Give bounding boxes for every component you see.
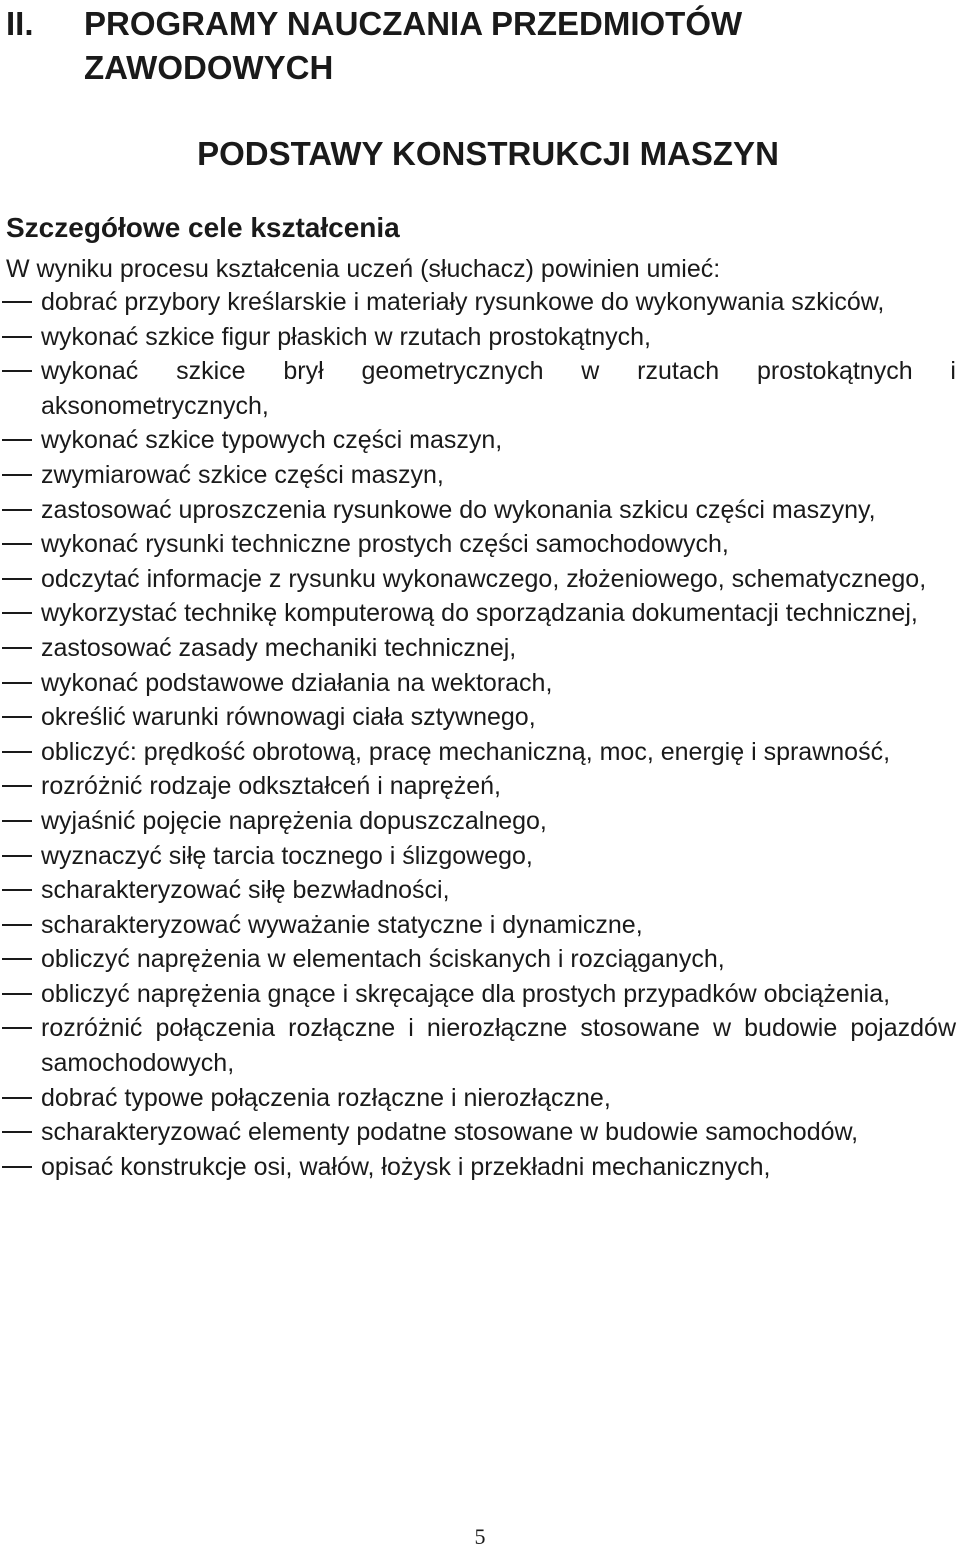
- list-item-text: zwymiarować szkice części maszyn,: [41, 460, 444, 489]
- dash-bullet-icon: [2, 1027, 32, 1029]
- dash-bullet-icon: [2, 439, 32, 441]
- list-item-text: scharakteryzować elementy podatne stosowane w budowie samochodów,: [41, 1118, 859, 1147]
- list-item-text: wykonać rysunki techniczne prostych części samochodowych,: [41, 530, 729, 559]
- list-item-text: zastosować zasady mechaniki technicznej,: [41, 633, 517, 662]
- list-item: [0, 527, 958, 562]
- page-number: 5: [474, 1524, 486, 1549]
- dash-bullet-icon: [2, 1097, 32, 1099]
- list-item: [0, 1115, 958, 1150]
- list-item: [0, 320, 958, 355]
- list-item-text: obliczyć naprężenia w elementach ściskanych i rozciąganych,: [41, 945, 725, 974]
- dash-bullet-icon: [2, 474, 32, 476]
- list-item: [0, 700, 958, 735]
- dash-bullet-icon: [2, 1166, 32, 1168]
- list-item-text: dobrać typowe połączenia rozłączne i nierozłączne,: [41, 1083, 611, 1112]
- list-item: [0, 908, 958, 943]
- dash-bullet-icon: [2, 336, 32, 338]
- list-item: [0, 977, 958, 1012]
- dash-bullet-icon: [2, 370, 32, 372]
- chapter-title: PROGRAMY NAUCZANIA PRZEDMIOTÓW ZAWODOWYCH: [84, 5, 743, 86]
- dash-bullet-icon: [2, 751, 32, 753]
- list-item-text: obliczyć naprężenia gnące i skręcające dla prostych przypadków obciążenia,: [41, 979, 891, 1008]
- dash-bullet-icon: [2, 612, 32, 614]
- list-item: [0, 769, 958, 804]
- dash-bullet-icon: [2, 993, 32, 995]
- list-item-text: wykorzystać technikę komputerową do sporządzania dokumentacji technicznej,: [41, 599, 918, 628]
- list-item: [0, 285, 958, 320]
- list-item: [0, 458, 958, 493]
- dash-bullet-icon: [2, 543, 32, 545]
- goals-list: [0, 285, 958, 1184]
- list-item-text: rozróżnić połączenia rozłączne i nierozłączne stosowane w budowie pojazdów samochodowych,: [41, 1014, 956, 1078]
- list-item: [0, 423, 958, 458]
- list-item: [0, 873, 958, 908]
- list-item-text: opisać konstrukcje osi, wałów, łożysk i przekładni mechanicznych,: [41, 1152, 771, 1181]
- dash-bullet-icon: [2, 889, 32, 891]
- list-item: [0, 1150, 958, 1185]
- list-item-text: rozróżnić rodzaje odkształceń i naprężeń,: [41, 772, 501, 801]
- dash-bullet-icon: [2, 958, 32, 960]
- list-item: [0, 839, 958, 874]
- dash-bullet-icon: [2, 509, 32, 511]
- list-item-text: wykonać szkice figur płaskich w rzutach prostokątnych,: [41, 322, 651, 351]
- list-item-text: scharakteryzować wyważanie statyczne i dynamiczne,: [41, 910, 643, 939]
- list-item-text: wykonać szkice brył geometrycznych w rzutach prostokątnych i aksonometrycznych,: [41, 357, 956, 420]
- list-item: [0, 1081, 958, 1116]
- list-item: [0, 942, 958, 977]
- intro-text: W wyniku procesu kształcenia uczeń (słuchacz) powinien umieć:: [6, 255, 721, 283]
- dash-bullet-icon: [2, 578, 32, 580]
- dash-bullet-icon: [2, 647, 32, 649]
- list-item: [0, 631, 958, 666]
- list-item: [0, 735, 958, 770]
- list-item: [0, 1011, 958, 1080]
- subject-title: PODSTAWY KONSTRUKCJI MASZYN: [197, 135, 779, 172]
- section-title: Szczegółowe cele kształcenia: [6, 212, 400, 243]
- chapter-number: II.: [6, 5, 34, 42]
- list-item-text: obliczyć: prędkość obrotową, pracę mechaniczną, moc, energię i sprawność,: [41, 737, 891, 766]
- list-item-text: scharakteryzować siłę bezwładności,: [41, 876, 450, 905]
- list-item: [0, 493, 958, 528]
- dash-bullet-icon: [2, 716, 32, 718]
- list-item: [0, 666, 958, 701]
- list-item-text: określić warunki równowagi ciała sztywnego,: [41, 703, 536, 732]
- dash-bullet-icon: [2, 855, 32, 857]
- dash-bullet-icon: [2, 301, 32, 303]
- dash-bullet-icon: [2, 1131, 32, 1133]
- list-item: [0, 354, 958, 423]
- list-item: [0, 804, 958, 839]
- list-item-text: zastosować uproszczenia rysunkowe do wykonania szkicu części maszyny,: [41, 495, 876, 524]
- list-item-text: dobrać przybory kreślarskie i materiały rysunkowe do wykonywania szkiców,: [41, 288, 885, 316]
- list-item-text: wykonać podstawowe działania na wektorach,: [41, 668, 553, 697]
- dash-bullet-icon: [2, 924, 32, 926]
- list-item: [0, 596, 958, 631]
- list-item-text: odczytać informacje z rysunku wykonawczego, złożeniowego, schematycznego,: [41, 564, 927, 593]
- chapter-heading: [6, 2, 946, 90]
- list-item-text: wykonać szkice typowych części maszyn,: [41, 426, 503, 455]
- dash-bullet-icon: [2, 785, 32, 787]
- list-item: [0, 562, 958, 597]
- list-item-text: wyznaczyć siłę tarcia tocznego i ślizgowego,: [41, 841, 533, 870]
- list-item-text: wyjaśnić pojęcie naprężenia dopuszczalnego,: [41, 806, 547, 835]
- dash-bullet-icon: [2, 682, 32, 684]
- dash-bullet-icon: [2, 820, 32, 822]
